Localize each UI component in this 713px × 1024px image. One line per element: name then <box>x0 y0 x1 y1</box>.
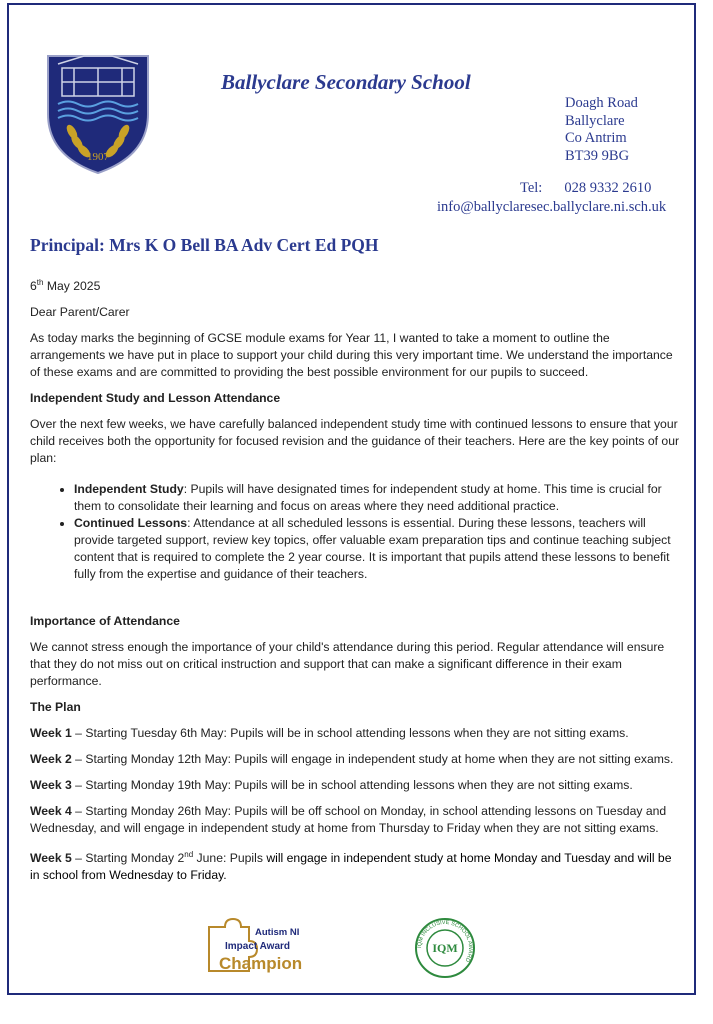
list-item: • Continued Lessons: Attendance at all scheduled lessons is essential. During these lessons, teachers will provide targeted support, review key topics, offer valuable exam preparation tips and continue teaching subject content that is required to complete the 2 year course. It is important that pupils attend these lessons to benefit fully from the expertise and guidance of their teachers. <box>74 515 680 583</box>
address-line: Co Antrim <box>565 130 627 146</box>
tel-number: 028 9332 2610 <box>564 180 652 196</box>
week-item: Week 2 – Starting Monday 12th May: Pupils will engage in independent study at home when they are not sitting exams. <box>30 752 674 767</box>
week-item: Week 4 – Starting Monday 26th May: Pupils will be off school on Monday, in school attending lessons on Tuesday and Wednesday, and will engage in independent study at home from Thursday to Friday when they are not sitting exams. <box>30 804 667 836</box>
letter-date: 6th May 2025 <box>30 278 101 294</box>
autism-line2: Impact Award <box>225 941 291 952</box>
email-address[interactable]: info@ballyclaresec.ballyclare.ni.sch.uk <box>437 199 667 215</box>
section2-paragraph: We cannot stress enough the importance of your child's attendance during this period. Regular attendance will ensure that they do not miss out on critical instruction and support that can make a significant difference in their exam performance. <box>30 640 665 689</box>
section-heading-independent-study: Independent Study and Lesson Attendance <box>30 391 281 406</box>
section-heading-plan: The Plan <box>30 700 81 715</box>
autism-line3: Champion <box>219 954 303 973</box>
address-line: Doagh Road <box>565 95 638 111</box>
week-item: Week 1 – Starting Tuesday 6th May: Pupils will be in school attending lessons when they are not sitting exams. <box>30 726 629 741</box>
week-item: Week 5 – Starting Monday 2nd June: Pupils will engage in independent study at home Monday and Tuesday and will be in school from Wednesday to Friday. <box>30 850 672 883</box>
letter-body <box>30 274 680 893</box>
iqm-text: IQM <box>432 941 458 955</box>
school-crest-icon <box>44 52 152 176</box>
iqm-ring-text: IQM INCLUSIVE SCHOOL AWARD <box>416 919 474 963</box>
school-address <box>565 95 638 165</box>
telephone <box>520 180 651 197</box>
principal-line: Principal: Mrs K O Bell BA Adv Cert Ed PQH <box>30 235 379 255</box>
crest-year: 1907 <box>87 151 109 163</box>
iqm-award-logo <box>414 917 476 979</box>
address-line: Ballyclare <box>565 112 625 129</box>
plan-bullets <box>30 481 680 583</box>
section1-paragraph: Over the next few weeks, we have carefully balanced independent study time with continued lessons to ensure that your child receives both the opportunity for focused revision and the guidance of their teachers. Here are the key points of our plan: <box>30 417 680 466</box>
intro-paragraph: As today marks the beginning of GCSE module exams for Year 11, I wanted to take a moment to outline the arrangements we have put in place to support your child during this very important time. We understand the importance of these exams and are committed to providing the best possible environment for our pupils to succeed. <box>30 331 673 380</box>
tel-label: Tel: <box>520 180 543 196</box>
section-heading-attendance: Importance of Attendance <box>30 614 180 629</box>
list-item: • Independent Study: Pupils will have designated times for independent study at home. This time is crucial for them to consolidate their learning and focus on areas where they need additional practice. <box>74 481 680 515</box>
autism-ni-award-logo <box>205 917 323 975</box>
week-item: Week 3 – Starting Monday 19th May: Pupils will be in school attending lessons when they are not sitting exams. <box>30 778 633 793</box>
school-name: Ballyclare Secondary School <box>221 70 471 94</box>
autism-line1: Autism NI <box>255 927 300 938</box>
address-line: BT39 9BG <box>565 147 630 164</box>
salutation: Dear Parent/Carer <box>30 305 130 320</box>
